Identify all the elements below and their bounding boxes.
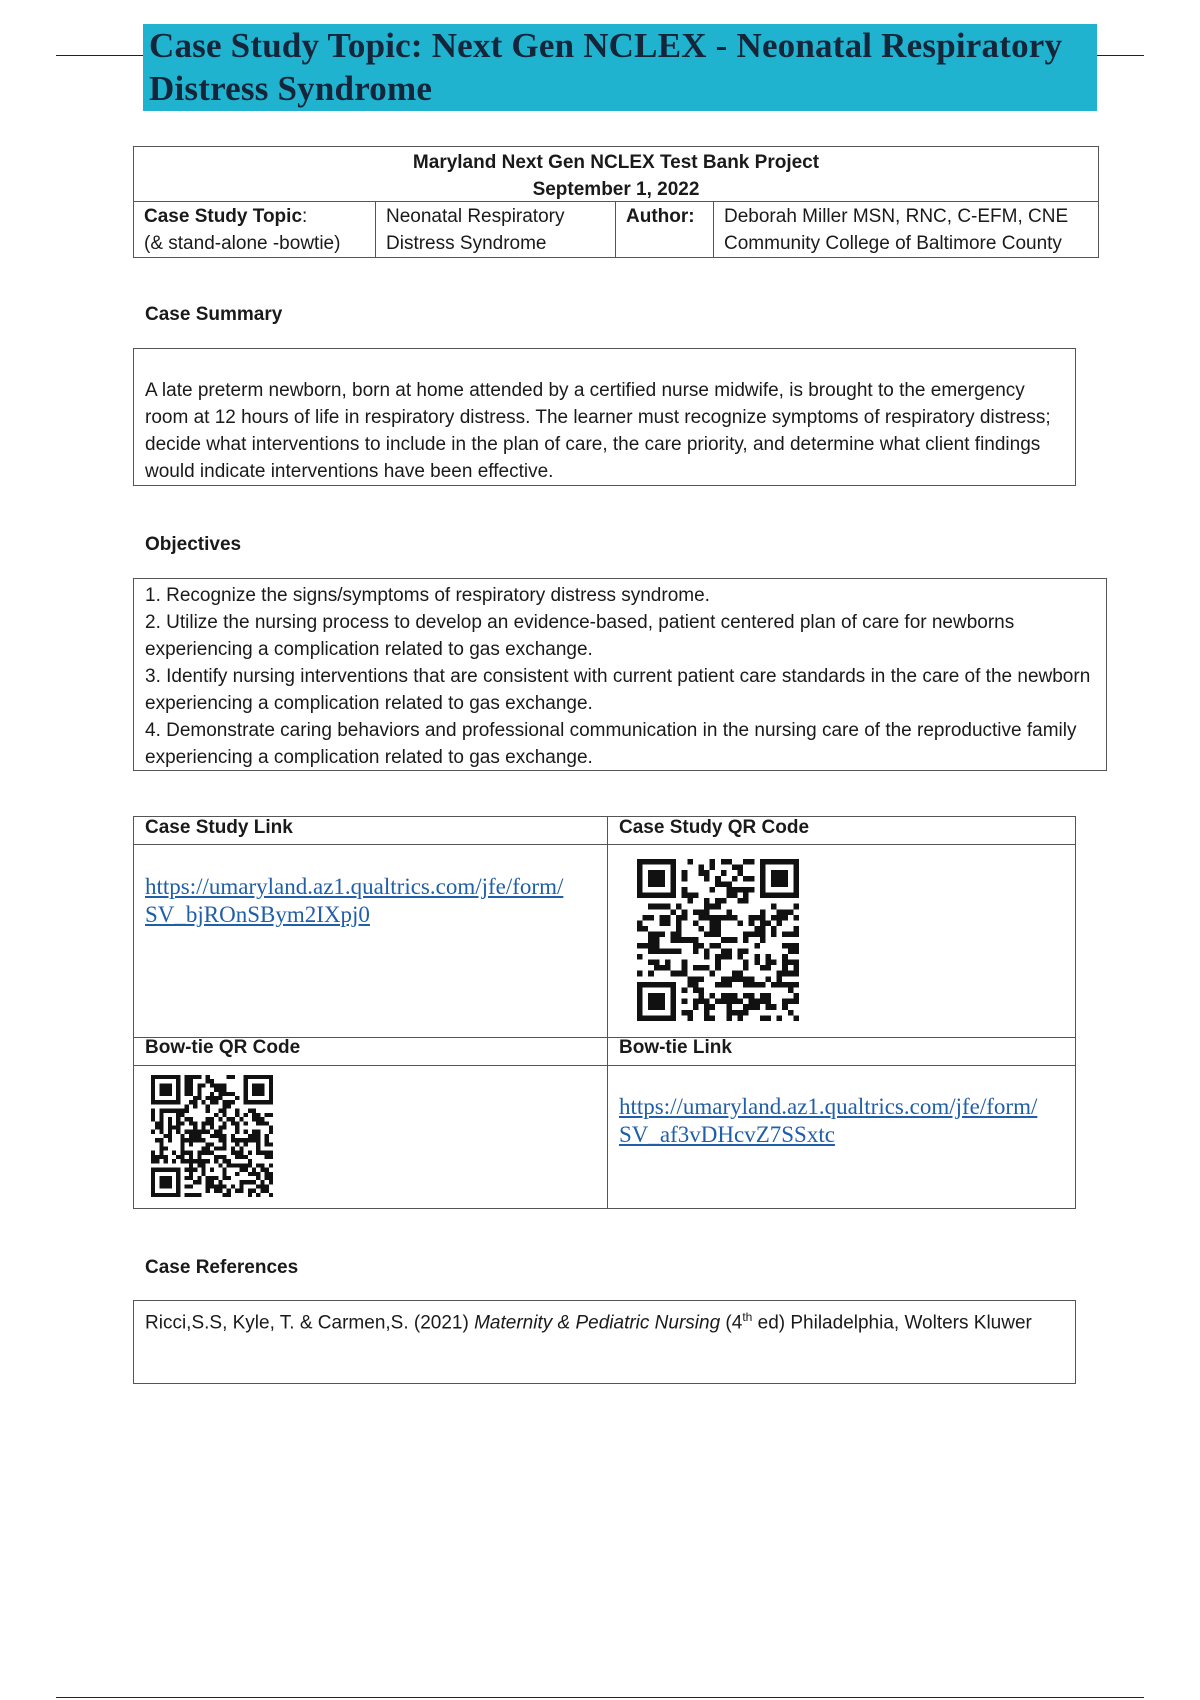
author-label: Author: [626, 206, 695, 227]
objective-item: 3. Identify nursing interventions that are consistent with current patient care standards in the care of the newborn experiencing a complication related to gas exchange. [145, 666, 1091, 714]
objective-item: 1. Recognize the signs/symptoms of respiratory distress syndrome. [145, 585, 710, 606]
project-date: September 1, 2022 [532, 179, 700, 200]
reference-book-title: Maternity & Pediatric Nursing [474, 1312, 721, 1334]
objectives-heading: Objectives [145, 534, 242, 555]
links-table [133, 816, 1076, 1209]
case-summary-box [133, 348, 1076, 486]
case-study-link-heading: Case Study Link [145, 817, 293, 838]
author-line2: Community College of Baltimore County [724, 233, 1062, 254]
bowtie-qr-heading: Bow-tie QR Code [145, 1037, 301, 1058]
topic-value-line1: Neonatal Respiratory [386, 206, 565, 227]
references-box [133, 1300, 1076, 1384]
case-summary-heading: Case Summary [145, 304, 283, 325]
document-title: Case Study Topic: Next Gen NCLEX - Neonatal Respiratory Distress Syndrome [149, 26, 1063, 108]
objective-item: 4. Demonstrate caring behaviors and professional communication in the nursing care of the reproductive family experiencing a complication related to gas exchange. [145, 720, 1077, 768]
project-info-table [133, 146, 1099, 258]
case-references-heading: Case References [145, 1257, 299, 1278]
topic-label-colon: : [302, 206, 308, 227]
objective-item: 2. Utilize the nursing process to develop an evidence-based, patient centered plan of care for newborns experiencing a complication related to gas exchange. [145, 612, 1015, 660]
topic-label-cell [134, 202, 376, 257]
case-summary-text: A late preterm newborn, born at home attended by a certified nurse midwife, is brought to the emergency room at 12 hours of life in respiratory distress. The learner must recognize symptoms of respiratory distress; decide what interventions to include in the plan of care, the care priority, and determine what client findings would indicate interventions have been effective. [145, 380, 1051, 482]
author-line1: Deborah Miller MSN, RNC, C-EFM, CNE [724, 206, 1069, 227]
bowtie-link[interactable]: https://umaryland.az1.qualtrics.com/jfe/form/ SV_af3vDHcvZ7SSxtc [619, 1094, 1038, 1147]
case-study-qr-code [637, 859, 799, 1021]
project-name: Maryland Next Gen NCLEX Test Bank Project [412, 152, 820, 173]
topic-label: Case Study Topic [144, 206, 303, 227]
row-divider [134, 844, 1075, 845]
case-study-link[interactable]: https://umaryland.az1.qualtrics.com/jfe/form/ SV_bjROnSBym2IXpj0 [145, 874, 564, 927]
topic-value-line2: Distress Syndrome [386, 233, 547, 254]
reference-entry: Ricci,S.S, Kyle, T. & Carmen,S. (2021) Maternity & Pediatric Nursing (4th ed) Philadelphia, Wolters Kluwer [145, 1310, 1032, 1334]
author-value-cell [714, 202, 1098, 257]
case-study-qr-heading: Case Study QR Code [619, 817, 810, 838]
objectives-box [133, 578, 1107, 771]
author-label-cell [616, 202, 714, 257]
title-banner [143, 24, 1097, 111]
column-divider [607, 817, 608, 1208]
project-info-row [134, 202, 1098, 257]
bowtie-link-heading: Bow-tie Link [619, 1037, 732, 1058]
topic-sublabel: (& stand-alone -bowtie) [144, 233, 341, 254]
bottom-rule [56, 1697, 1144, 1698]
topic-value-cell [376, 202, 616, 257]
row-divider [134, 1065, 1075, 1066]
bowtie-qr-code [151, 1075, 273, 1197]
project-header-cell [134, 147, 1098, 202]
